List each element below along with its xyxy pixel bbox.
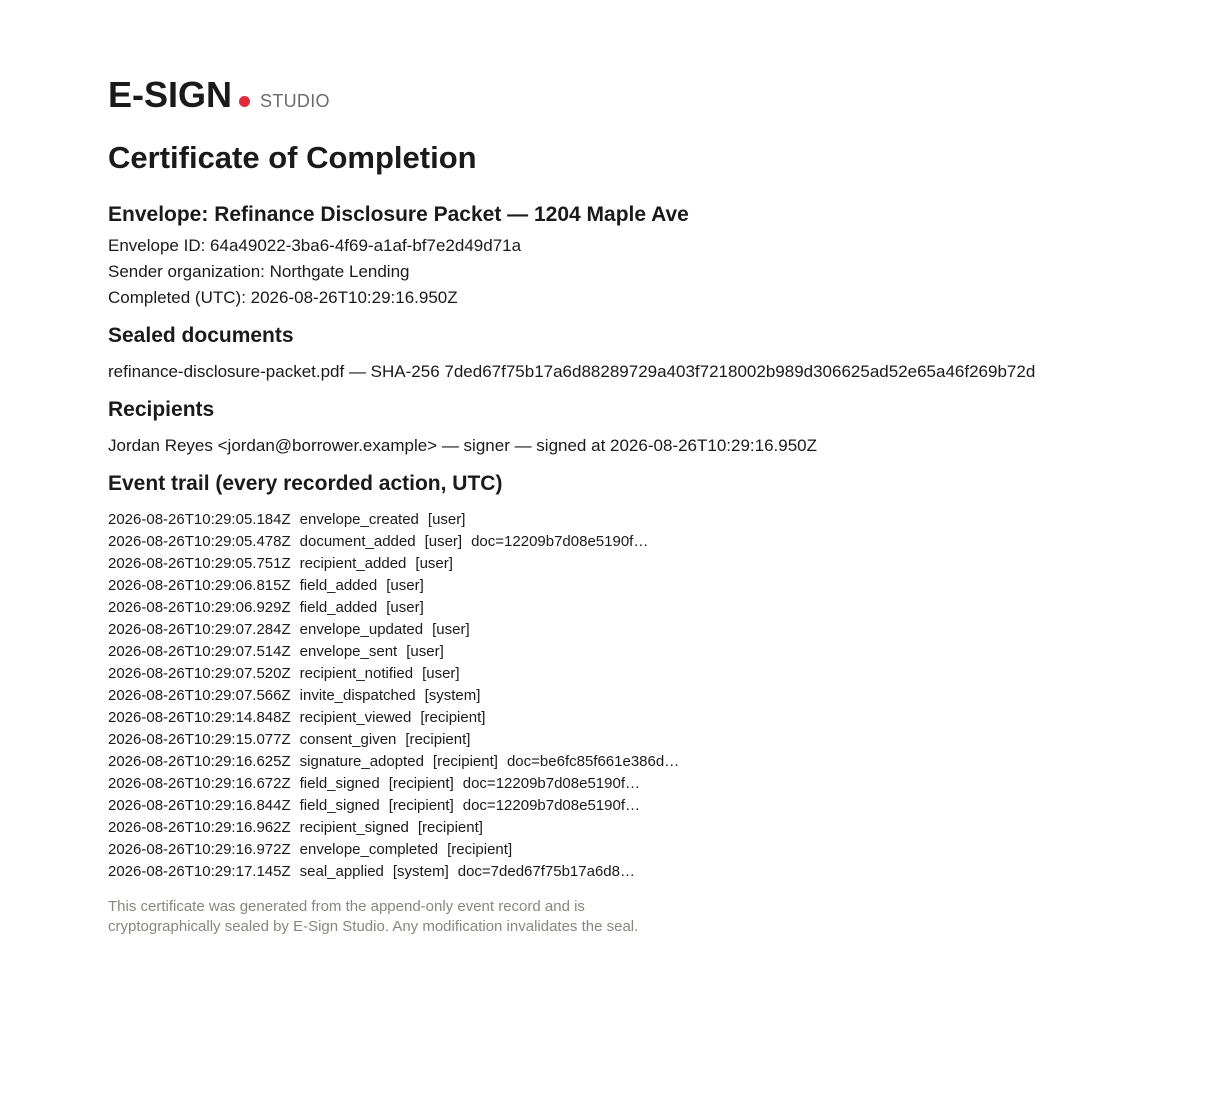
completed-timestamp: Completed (UTC): 2026-08-26T10:29:16.950Z <box>108 288 458 307</box>
brand-logo <box>108 74 1198 118</box>
event-action: envelope_created <box>299 511 419 528</box>
page-title: Certificate of Completion <box>108 140 477 175</box>
event-actor: [user] <box>424 533 463 550</box>
event-actor: [recipient] <box>417 819 483 836</box>
event-row <box>108 729 1198 751</box>
event-timestamp: 2026-08-26T10:29:07.520Z <box>108 665 291 682</box>
event-timestamp: 2026-08-26T10:29:14.848Z <box>108 709 291 726</box>
event-action: envelope_updated <box>299 621 424 638</box>
event-timestamp: 2026-08-26T10:29:15.077Z <box>108 731 291 748</box>
event-row <box>108 663 1198 685</box>
event-action: envelope_sent <box>299 643 398 660</box>
event-actor: [user] <box>432 621 470 638</box>
event-detail: doc=12209b7d08e5190f… <box>462 775 640 792</box>
brand-suffix: STUDIO <box>260 91 330 111</box>
event-actor: [user] <box>415 555 453 572</box>
event-timestamp: 2026-08-26T10:29:16.962Z <box>108 819 291 836</box>
event-row <box>108 861 1198 883</box>
event-action: consent_given <box>299 731 397 748</box>
envelope-heading: Envelope: Refinance Disclosure Packet — 1204 Maple Ave <box>108 203 689 226</box>
event-row <box>108 707 1198 729</box>
event-detail: doc=be6fc85f661e386d… <box>506 753 680 770</box>
event-actor: [recipient] <box>388 797 454 814</box>
event-row <box>108 553 1198 575</box>
event-action: field_added <box>299 599 378 616</box>
event-timestamp: 2026-08-26T10:29:05.184Z <box>108 511 291 528</box>
event-actor: [recipient] <box>432 753 498 770</box>
event-row <box>108 685 1198 707</box>
event-timestamp: 2026-08-26T10:29:16.672Z <box>108 775 291 792</box>
event-actor: [user] <box>422 665 460 682</box>
event-action: field_signed <box>299 797 380 814</box>
footer-note-line: This certificate was generated from the append-only event record and is <box>108 898 585 915</box>
event-action: recipient_signed <box>299 819 409 836</box>
event-actor: [user] <box>386 577 424 594</box>
event-detail: doc=7ded67f75b17a6d8… <box>457 863 635 880</box>
event-action: recipient_added <box>299 555 407 572</box>
event-action: recipient_notified <box>299 665 414 682</box>
event-action: document_added <box>299 533 416 550</box>
event-row <box>108 795 1198 817</box>
event-trail-list <box>108 509 1198 883</box>
footer-note <box>108 897 688 937</box>
event-actor: [recipient] <box>388 775 454 792</box>
event-actor: [recipient] <box>420 709 486 726</box>
recipients-list <box>108 433 1198 459</box>
event-row <box>108 839 1198 861</box>
event-row <box>108 575 1198 597</box>
recipients-heading: Recipients <box>108 398 215 421</box>
event-trail-heading: Event trail (every recorded action, UTC) <box>108 472 503 495</box>
event-timestamp: 2026-08-26T10:29:05.478Z <box>108 533 291 550</box>
event-actor: [recipient] <box>447 841 513 858</box>
event-actor: [user] <box>427 511 466 528</box>
red-dot-icon <box>239 96 250 107</box>
event-row <box>108 641 1198 663</box>
event-timestamp: 2026-08-26T10:29:17.145Z <box>108 863 291 880</box>
event-row <box>108 597 1198 619</box>
event-actor: [recipient] <box>405 731 471 748</box>
event-timestamp: 2026-08-26T10:29:07.566Z <box>108 687 291 704</box>
envelope-id: Envelope ID: 64a49022-3ba6-4f69-a1af-bf7e2d49d71a <box>108 236 522 255</box>
event-actor: [system] <box>424 687 481 704</box>
footer-note-line: cryptographically sealed by E-Sign Studio. Any modification invalidates the seal. <box>108 918 639 935</box>
event-row <box>108 619 1198 641</box>
event-row <box>108 509 1198 531</box>
sealed-document-item: refinance-disclosure-packet.pdf — SHA-256 7ded67f75b17a6d88289729a403f7218002b989d306625ad52e65a46f269b72d <box>108 362 1036 381</box>
event-action: seal_applied <box>299 863 384 880</box>
certificate-page <box>108 74 1198 937</box>
event-actor: [user] <box>406 643 444 660</box>
event-action: field_signed <box>299 775 380 792</box>
brand-name: E-SIGN <box>108 74 233 115</box>
event-timestamp: 2026-08-26T10:29:06.815Z <box>108 577 291 594</box>
event-actor: [user] <box>386 599 424 616</box>
event-timestamp: 2026-08-26T10:29:16.972Z <box>108 841 291 858</box>
event-action: recipient_viewed <box>299 709 412 726</box>
event-action: invite_dispatched <box>299 687 416 704</box>
event-detail: doc=12209b7d08e5190f… <box>471 533 649 550</box>
event-row <box>108 531 1198 553</box>
event-row <box>108 773 1198 795</box>
event-timestamp: 2026-08-26T10:29:07.514Z <box>108 643 291 660</box>
envelope-meta <box>108 233 1198 311</box>
sealed-documents-list <box>108 359 1198 385</box>
sender-organization: Sender organization: Northgate Lending <box>108 262 410 281</box>
event-row <box>108 817 1198 839</box>
event-action: signature_adopted <box>299 753 424 770</box>
event-timestamp: 2026-08-26T10:29:07.284Z <box>108 621 291 638</box>
event-timestamp: 2026-08-26T10:29:06.929Z <box>108 599 291 616</box>
event-row <box>108 751 1198 773</box>
event-action: envelope_completed <box>299 841 439 858</box>
event-actor: [system] <box>392 863 449 880</box>
sealed-documents-heading: Sealed documents <box>108 324 294 347</box>
recipient-item: Jordan Reyes <jordan@borrower.example> — signer — signed at 2026-08-26T10:29:16.950Z <box>108 436 818 455</box>
event-timestamp: 2026-08-26T10:29:16.625Z <box>108 753 291 770</box>
event-timestamp: 2026-08-26T10:29:16.844Z <box>108 797 291 814</box>
event-detail: doc=12209b7d08e5190f… <box>462 797 640 814</box>
event-timestamp: 2026-08-26T10:29:05.751Z <box>108 555 291 572</box>
event-action: field_added <box>299 577 378 594</box>
